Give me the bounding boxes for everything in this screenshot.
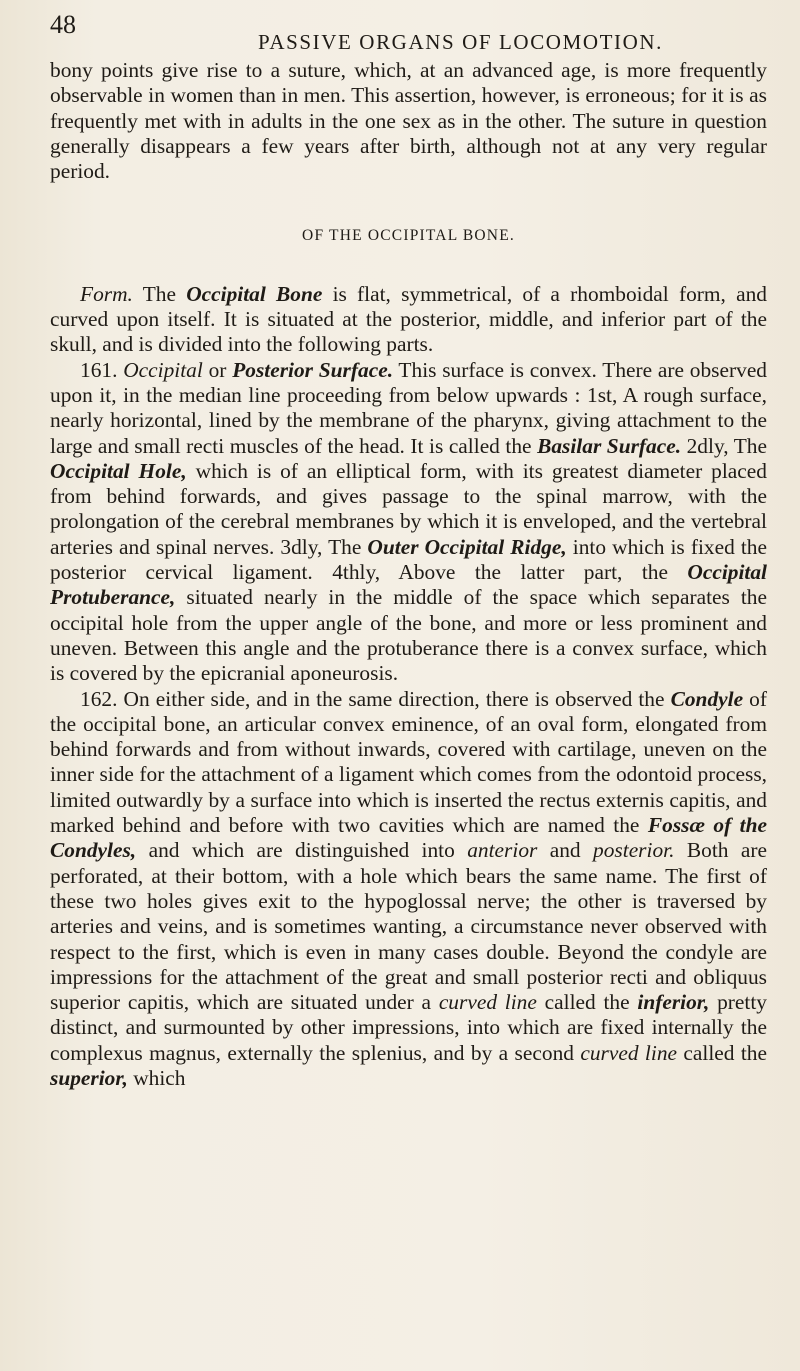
subsection-heading: Occipital [123,357,203,382]
term-occipital-bone: Occipital Bone [186,281,323,306]
section-heading: OF THE OCCIPITAL BONE. [302,227,515,245]
paragraph-text: bony points give rise to a suture, which, at an advanced age, is more frequently observable in women than in men. This assertion, however, is erroneous; for it is as frequently met with in adults in the one sex as in the other. The suture in question generally disappears a few years after birth, although not at any very regular period. [50,58,767,184]
term-anterior: anterior [467,838,538,863]
term-occipital-protuberance: Occipital Protuberance, [50,560,767,610]
paragraph-continued [50,58,767,184]
term-curved-line: curved line [580,1040,678,1065]
paragraph-number: 161. [80,357,118,382]
term-fossae-of-condyles: Fossæ of the Condyles, [50,813,767,863]
term-occipital-hole: Occipital Hole, [50,458,187,483]
paragraph-162: 162. On either side, and in the same direction, there is observed the Condyle of the occipital bone, an articular convex eminence, of an oval form, elongated from behind forwards and from without inwards, covered with cartilage, uneven on the inner side for the attachment of a ligament which comes from the odontoid process, limited outwardly by a surface into which is inserted the rectus externis capitis, and marked behind and before with two cavities which are named the Fossæ of the Condyles, and which are distinguished into anterior and posterior. Both are perforated, at their bottom, with a hole which bears the same name. The first of these two holes gives exit to the hypoglossal nerve; the other is traversed by arteries and veins, and is sometimes wanting, a circumstance never observed with respect to the first, which is even in many cases double. Beyond the condyle are impressions for the attachment of the great and small posterior recti and obliquus superior capitis, which are situated under a curved line called the inferior, pretty distinct, and surmounted by other impressions, into which are fixed internally the complexus magnus, externally the splenius, and by a second curved line called the superior, which [50,686,768,1090]
paragraph-label: Form. [80,281,133,306]
term-basilar-surface: Basilar Surface. [537,433,682,458]
term-condyle: Condyle [670,686,744,711]
paragraph-number: 162. [80,686,118,711]
term-superior: superior, [50,1065,128,1090]
term-inferior: inferior, [637,990,710,1015]
paragraph-161: 161. Occipital or Posterior Surface. This surface is convex. There are observed upon it, in the median line proceeding from below upwards : 1st, A rough surface, nearly horizontal, lined by the membrane of the pharynx, giving attachment to the large and small recti muscles of the head. It is called the Basilar Surface. 2dly, The Occipital Hole, which is of an elliptical form, with its greatest diameter placed from behind forwards, and gives passage to the spinal marrow, with the prolongation of the cerebral membranes by which it is enveloped, and the vertebral arteries and spinal nerves. 3dly, The Outer Occipital Ridge, into which is fixed the posterior cervical ligament. 4thly, Above the latter part, the Occipital Protuberance, situated nearly in the middle of the space which separates the occipital hole from the upper angle of the bone, and more or less prominent and uneven. Between this angle and the protuberance there is a convex surface, which is covered by the epicranial aponeurosis. [50,357,768,686]
paragraph-form: Form. The Occipital Bone is flat, symmetrical, of a rhomboidal form, and curved upon itself. It is situated at the posterior, middle, and inferior part of the skull, and is divided into the following parts. [50,281,767,357]
subsection-heading: Posterior Surface. [232,357,394,382]
page-header [50,10,770,54]
term-posterior: posterior. [593,838,675,863]
running-title: PASSIVE ORGANS OF LOCOMOTION. [258,30,664,54]
term-curved-line: curved line [438,990,537,1015]
term-outer-occipital-ridge: Outer Occipital Ridge, [367,534,567,559]
body-text [50,58,767,1091]
page-number: 48 [50,10,76,39]
